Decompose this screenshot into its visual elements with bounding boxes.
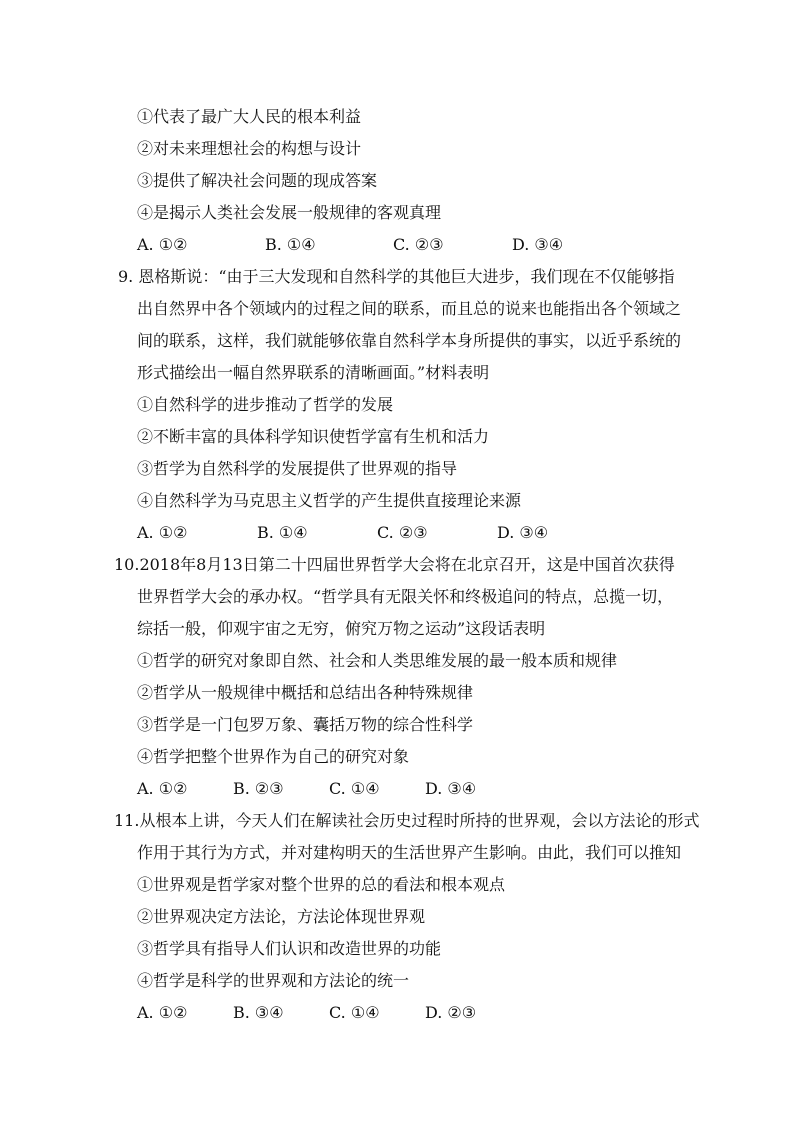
q10-stem-line-2: 世界哲学大会的承办权。“哲学具有无限关怀和终极追问的特点，总揽一切，: [137, 587, 674, 606]
q10-option-d: D. ③④: [425, 779, 477, 798]
q11-statement-4: ④哲学是科学的世界观和方法论的统一: [137, 971, 410, 990]
q10-statement-3: ③哲学是一门包罗万象、囊括万物的综合性科学: [137, 715, 474, 734]
q11-statement-1: ①世界观是哲学家对整个世界的总的看法和根本观点: [137, 875, 506, 894]
q11-statement-2: ②世界观决定方法论，方法论体现世界观: [137, 907, 426, 926]
q9-statement-4: ④自然科学为马克思主义哲学的产生提供直接理论来源: [137, 491, 522, 510]
q10-stem-line-1: 10.2018年8月13日第二十四届世界哲学大会将在北京召开，这是中国首次获得: [114, 555, 675, 574]
q9-option-d: D. ③④: [497, 523, 549, 542]
q8-option-d: D. ③④: [512, 235, 564, 254]
q11-option-b: B. ③④: [233, 1003, 284, 1022]
q8-statement-1: ①代表了最广大人民的根本利益: [137, 107, 362, 126]
q10-option-a: A. ①②: [137, 779, 188, 798]
q9-stem-line-1: 9. 恩格斯说：“由于三大发现和自然科学的其他巨大进步，我们现在不仅能够指: [118, 267, 675, 286]
q9-stem-line-2: 出自然界中各个领域内的过程之间的联系，而且总的说来也能指出各个领域之: [137, 299, 682, 318]
q8-statement-3: ③提供了解决社会问题的现成答案: [137, 171, 378, 190]
q8-option-a: A. ①②: [137, 235, 188, 254]
q9-option-b: B. ①④: [257, 523, 308, 542]
q8-option-c: C. ②③: [393, 235, 444, 254]
q10-statement-1: ①哲学的研究对象即自然、社会和人类思维发展的最一般本质和规律: [137, 651, 618, 670]
q9-option-a: A. ①②: [137, 523, 188, 542]
q11-stem-line-2: 作用于其行为方式，并对建构明天的生活世界产生影响。由此，我们可以推知: [137, 843, 682, 862]
q11-option-a: A. ①②: [137, 1003, 188, 1022]
q9-stem-line-4: 形式描绘出一幅自然界联系的清晰画面。”材料表明: [137, 363, 490, 382]
q9-stem-line-3: 间的联系，这样，我们就能够依靠自然科学本身所提供的事实，以近乎系统的: [137, 331, 682, 350]
q11-option-c: C. ①④: [329, 1003, 380, 1022]
q8-statement-2: ②对未来理想社会的构想与设计: [137, 139, 362, 158]
q11-stem-line-1: 11.从根本上讲，今天人们在解读社会历史过程时所持的世界观，会以方法论的形式: [114, 811, 700, 830]
q8-statement-4: ④是揭示人类社会发展一般规律的客观真理: [137, 203, 442, 222]
q9-statement-1: ①自然科学的进步推动了哲学的发展: [137, 395, 394, 414]
q10-statement-2: ②哲学从一般规律中概括和总结出各种特殊规律: [137, 683, 474, 702]
q9-statement-2: ②不断丰富的具体科学知识使哲学富有生机和活力: [137, 427, 490, 446]
q10-stem-line-3: 综括一般，仰观宇宙之无穷，俯究万物之运动”这段话表明: [137, 619, 546, 638]
q10-option-b: B. ②③: [233, 779, 284, 798]
q11-option-d: D. ②③: [425, 1003, 477, 1022]
q8-option-b: B. ①④: [265, 235, 316, 254]
q10-option-c: C. ①④: [329, 779, 380, 798]
q9-option-c: C. ②③: [377, 523, 428, 542]
q10-statement-4: ④哲学把整个世界作为自己的研究对象: [137, 747, 410, 766]
q9-statement-3: ③哲学为自然科学的发展提供了世界观的指导: [137, 459, 458, 478]
q11-statement-3: ③哲学具有指导人们认识和改造世界的功能: [137, 939, 442, 958]
